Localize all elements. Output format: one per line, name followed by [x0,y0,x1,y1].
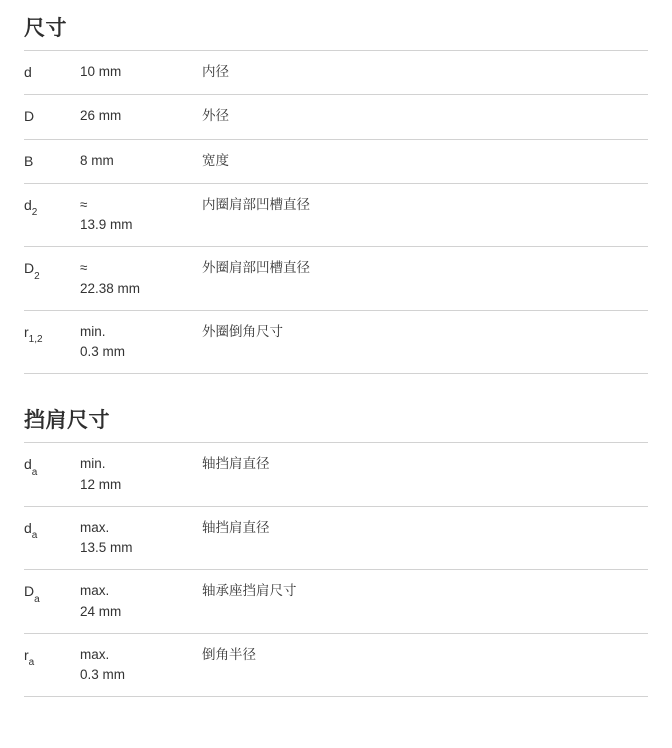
row-symbol: B [24,152,34,169]
row-value: max. 13.5 mm [80,519,133,555]
row-description: 内径 [202,64,229,79]
row-value: min. 0.3 mm [80,323,126,359]
section-title-dimensions: 尺寸 [24,17,67,40]
row-value: min. 12 mm [80,456,122,492]
table-row [24,183,648,247]
row-symbol: $d_2$ [24,196,38,219]
dimensions-table [24,50,648,374]
row-symbol: $r_a$ [24,646,35,669]
row-symbol: D [24,108,35,125]
row-description: 宽度 [202,152,229,168]
row-description: 轴挡肩直径 [202,519,270,535]
row-value: 8 mm [80,152,114,168]
table-row [24,51,648,95]
row-symbol: $d_a$ [24,456,38,478]
row-description: 倒角半径 [202,646,256,662]
row-symbol: $d_a$ [24,519,38,542]
row-description: 外圈倒角尺寸 [202,323,283,339]
table-row [24,570,648,634]
row-symbol: $r_{1,2}$ [24,323,43,346]
row-description: 外径 [202,108,229,124]
table-row [24,443,648,507]
table-row [24,95,648,139]
table-row [24,247,648,311]
row-value: 26 mm [80,108,122,124]
row-value: ≈ 13.9 mm [80,196,133,232]
table-row [24,633,648,697]
shoulder-dimensions-table [24,442,648,697]
section-title-shoulder-dimensions: 挡肩尺寸 [24,409,110,433]
row-symbol: d [24,64,32,80]
row-description: 轴承座挡肩尺寸 [202,583,297,599]
row-value: max. 0.3 mm [80,646,126,682]
table-row [24,310,648,374]
row-value: ≈ 22.38 mm [80,260,141,296]
row-description: 内圈肩部凹槽直径 [202,196,310,212]
table-row [24,139,648,183]
table-row [24,506,648,570]
row-symbol: $D_a$ [24,583,40,605]
row-description: 外圈肩部凹槽直径 [202,260,310,276]
row-value: 10 mm [80,64,122,79]
row-description: 轴挡肩直径 [202,456,270,472]
row-value: max. 24 mm [80,583,122,619]
row-symbol: $D_2$ [24,260,40,282]
